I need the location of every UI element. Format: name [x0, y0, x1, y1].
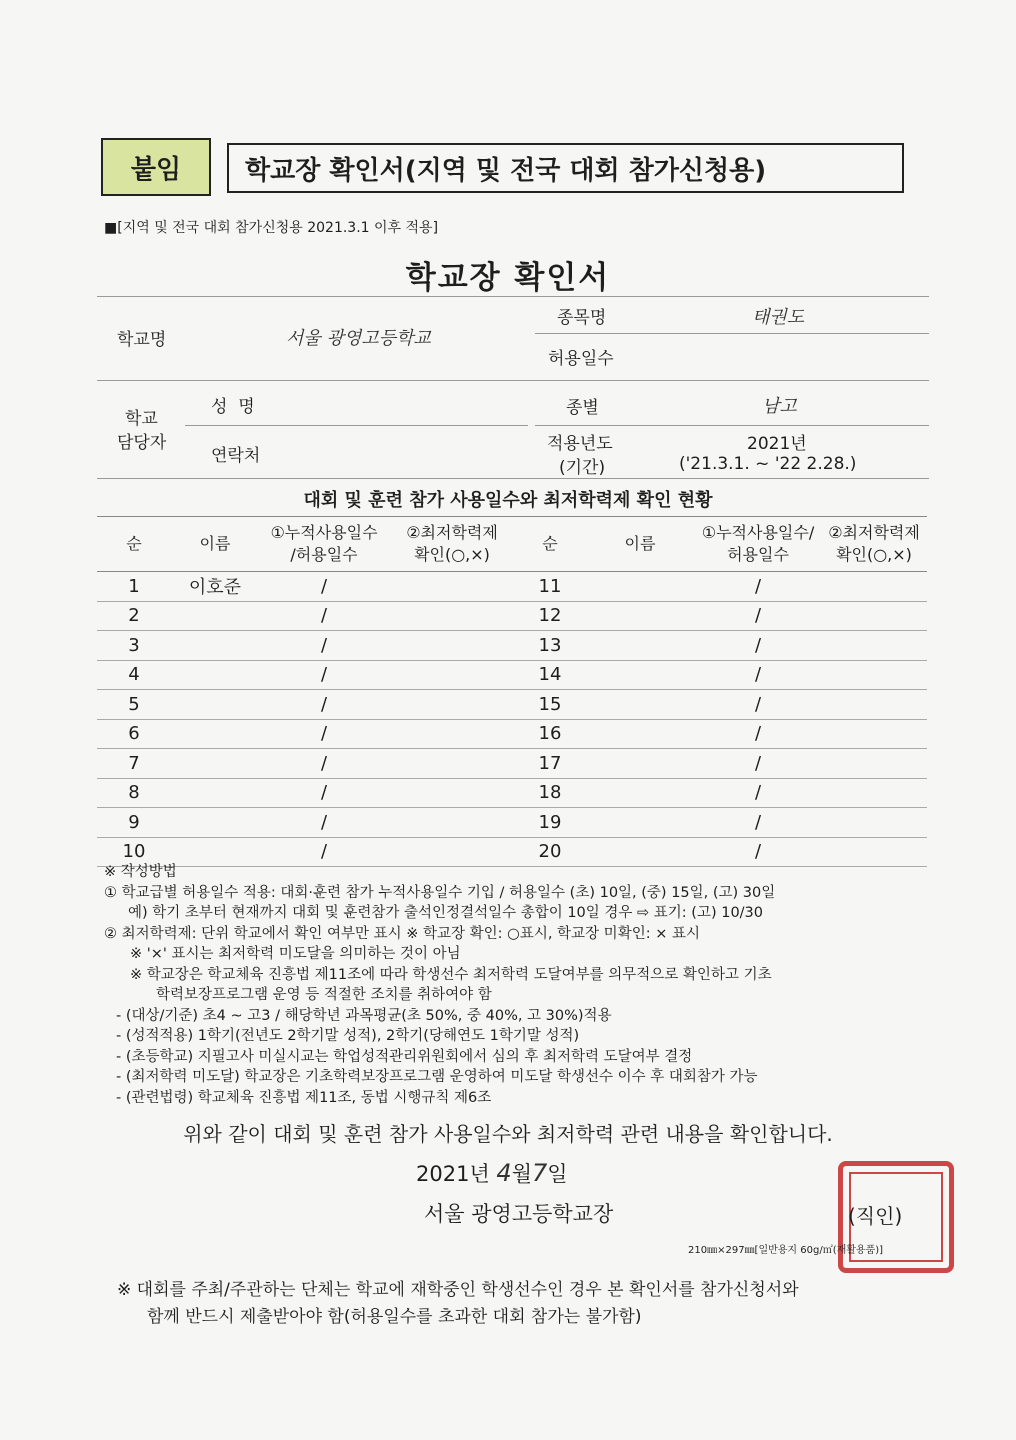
row-number-cell: 8 [97, 778, 171, 808]
athlete-name-cell [171, 778, 259, 808]
submission-footnote [117, 1277, 799, 1331]
athlete-name-cell [585, 719, 695, 749]
academic-check-cell [821, 690, 927, 720]
academic-check-cell [821, 808, 927, 838]
divider [535, 333, 929, 334]
days-used-cell: / [695, 778, 821, 808]
instruction-line: ② 최저학력제: 단위 학교에서 확인 여부만 표시 ※ 학교장 확인: ○표시, 학교장 미확인: × 표시 [104, 925, 700, 942]
academic-check-cell [389, 778, 515, 808]
days-used-cell: / [259, 808, 389, 838]
row-number-cell: 3 [97, 631, 171, 661]
athlete-name-cell [585, 808, 695, 838]
days-used-cell: / [259, 778, 389, 808]
days-used-cell: / [259, 660, 389, 690]
year-label: 적용년도 [547, 434, 613, 454]
instructions [104, 862, 934, 1108]
days-used-cell: / [695, 631, 821, 661]
instruction-line: ※ '×' 표시는 최저학력 미도달을 의미하는 것이 아님 [130, 946, 461, 962]
instruction-line: ※ 작성방법 [104, 864, 177, 880]
school-name-value: 서울 광영고등학교 [286, 328, 431, 349]
instruction-line: - (대상/기준) 초4 ~ 고3 / 해당학년 과목평균(초 50%, 중 40%, 고 30%)적용 [116, 1007, 612, 1024]
athlete-name-cell [585, 778, 695, 808]
athlete-name-cell [171, 631, 259, 661]
athlete-name-cell [585, 660, 695, 690]
row-number-cell: 9 [97, 808, 171, 838]
academic-check-cell [821, 719, 927, 749]
page-title: 학교장 확인서 [405, 260, 611, 296]
table-row [97, 749, 927, 779]
principal-signature-line: 서울 광영고등학교장 [424, 1202, 614, 1226]
period-label: (기간) [559, 458, 606, 478]
academic-check-cell [389, 631, 515, 661]
athlete-name-cell [585, 690, 695, 720]
athlete-name-cell [171, 660, 259, 690]
row-number-cell: 14 [515, 660, 585, 690]
athlete-name-cell [171, 719, 259, 749]
days-used-cell: / [695, 601, 821, 631]
days-used-cell: / [259, 572, 389, 602]
academic-check-cell [821, 601, 927, 631]
document-header-title: 학교장 확인서(지역 및 전국 대회 참가신청용) [227, 143, 904, 193]
days-used-cell: / [259, 719, 389, 749]
row-number-cell: 6 [97, 719, 171, 749]
divider [185, 425, 528, 426]
table-row [97, 690, 927, 720]
row-number-cell: 1 [97, 572, 171, 602]
row-number-cell: 16 [515, 719, 585, 749]
col-header-no: 순 [97, 517, 171, 572]
academic-check-cell [821, 778, 927, 808]
table-header-row [97, 517, 927, 572]
handwritten-month: 4 [496, 1159, 512, 1187]
category-label: 종별 [566, 398, 599, 418]
instruction-line: - (관련법령) 학교체육 진흥법 제11조, 동법 시행규칙 제6조 [116, 1089, 492, 1106]
athlete-name-cell [171, 749, 259, 779]
academic-check-cell [389, 660, 515, 690]
athlete-name-cell [585, 631, 695, 661]
row-number-cell: 17 [515, 749, 585, 779]
col-header-days-right: ①누적사용일수/ 허용일수 [695, 517, 821, 572]
academic-check-cell [821, 572, 927, 602]
academic-check-cell [821, 660, 927, 690]
row-number-cell: 12 [515, 601, 585, 631]
category-value: 남고 [762, 396, 797, 417]
days-used-cell: / [695, 660, 821, 690]
divider [535, 425, 929, 426]
athlete-name-cell [171, 690, 259, 720]
event-label: 종목명 [557, 308, 607, 328]
col-header-academic-check: ②최저학력제 확인(○,×) [389, 517, 515, 572]
row-number-cell: 5 [97, 690, 171, 720]
table-row [97, 778, 927, 808]
days-used-cell: / [695, 719, 821, 749]
row-number-cell: 4 [97, 660, 171, 690]
row-number-cell: 10 [97, 837, 171, 867]
row-number-cell: 11 [515, 572, 585, 602]
row-number-cell: 19 [515, 808, 585, 838]
days-used-cell: / [259, 601, 389, 631]
academic-check-cell [389, 749, 515, 779]
handwritten-day: 7 [532, 1159, 548, 1187]
days-used-cell: / [259, 837, 389, 867]
footnote-line: 함께 반드시 제출받아야 함(허용일수를 초과한 대회 참가는 불가함) [147, 1307, 642, 1327]
instruction-line: 학력보장프로그램 운영 등 적절한 조치를 취하여야 함 [156, 987, 492, 1003]
athlete-name-cell [171, 808, 259, 838]
year-value: 2021년 [747, 434, 807, 454]
col-header-academic-check-right: ②최저학력제 확인(○,×) [821, 517, 927, 572]
allowed-days-label: 허용일수 [548, 349, 614, 369]
col-header-name: 이름 [171, 517, 259, 572]
confirmation-statement: 위와 같이 대회 및 훈련 참가 사용일수와 최저학력 관련 내용을 확인합니다. [183, 1122, 833, 1146]
days-used-cell: / [695, 837, 821, 867]
paper-spec: 210㎜×297㎜[일반용지 60g/㎡(재활용품)] [688, 1245, 884, 1256]
row-number-cell: 20 [515, 837, 585, 867]
academic-check-cell [389, 572, 515, 602]
row-number-cell: 15 [515, 690, 585, 720]
col-header-no-right: 순 [515, 517, 585, 572]
days-used-cell: / [695, 749, 821, 779]
row-number-cell: 7 [97, 749, 171, 779]
table-row [97, 719, 927, 749]
staff-label-line1: 학교 [125, 409, 158, 429]
seal-label: (직인) [848, 1204, 903, 1228]
athlete-name-cell [585, 601, 695, 631]
days-used-cell: / [259, 690, 389, 720]
academic-check-cell [821, 631, 927, 661]
table-row [97, 601, 927, 631]
instruction-line: - (최저학력 미도달) 학교장은 기초학력보장프로그램 운영하여 미도달 학생선수 이수 후 대회참가 가능 [116, 1069, 758, 1085]
academic-check-cell [821, 749, 927, 779]
event-value: 태권도 [752, 307, 805, 328]
table-row [97, 808, 927, 838]
academic-check-cell [389, 808, 515, 838]
staff-label-line2: 담당자 [117, 433, 167, 453]
school-name-label: 학교명 [117, 330, 167, 350]
applicability-note: ■[지역 및 전국 대회 참가신청용 2021.3.1 이후 적용] [104, 220, 439, 236]
period-value: ('21.3.1. ~ '22 2.28.) [679, 454, 857, 474]
instruction-line: ① 학교급별 허용일수 적용: 대회·훈련 참가 누적사용일수 기입 / 허용일수 (초) 10일, (중) 15일, (고) 30일 [104, 884, 776, 901]
col-header-name-right: 이름 [585, 517, 695, 572]
days-used-cell: / [259, 749, 389, 779]
signing-date: 2021년 4월7일 [416, 1159, 568, 1187]
academic-check-cell [389, 690, 515, 720]
athlete-name-cell [585, 749, 695, 779]
contact-label: 연락처 [211, 446, 261, 466]
academic-check-cell [389, 719, 515, 749]
row-number-cell: 18 [515, 778, 585, 808]
academic-check-cell [389, 601, 515, 631]
instruction-line: ※ 학교장은 학교체육 진흥법 제11조에 따라 학생선수 최저학력 도달여부를 의무적으로 확인하고 기초 [130, 966, 772, 983]
name-label: 성 명 [211, 397, 255, 417]
athlete-roster-table [97, 516, 927, 867]
days-used-cell: / [695, 808, 821, 838]
divider [97, 296, 929, 297]
days-used-cell: / [695, 690, 821, 720]
days-used-cell: / [259, 631, 389, 661]
days-used-cell: / [695, 572, 821, 602]
table-row [97, 631, 927, 661]
table-row [97, 660, 927, 690]
footnote-line: ※ 대회를 주최/주관하는 단체는 학교에 재학중인 학생선수인 경우 본 확인서를 참가신청서와 [117, 1280, 799, 1300]
table-row [97, 572, 927, 602]
divider [97, 380, 929, 381]
athlete-name-cell [171, 601, 259, 631]
attachment-label: 붙임 [101, 138, 211, 196]
athlete-name-cell: 이호준 [171, 572, 259, 602]
instruction-line: 예) 학기 초부터 현재까지 대회 및 훈련참가 출석인정결석일수 총합이 10일 경우 ⇨ 표기: (고) 10/30 [128, 905, 764, 921]
athlete-name-cell [585, 572, 695, 602]
col-header-days: ①누적사용일수 /허용일수 [259, 517, 389, 572]
instruction-line: - (초등학교) 지필고사 미실시교는 학업성적관리위원회에서 심의 후 최저학력 도달여부 결정 [116, 1048, 693, 1065]
instruction-line: - (성적적용) 1학기(전년도 2학기말 성적), 2학기(당해연도 1학기말 성적) [116, 1028, 580, 1044]
divider [97, 478, 929, 479]
row-number-cell: 2 [97, 601, 171, 631]
roster-section-title: 대회 및 훈련 참가 사용일수와 최저학력제 확인 현황 [303, 490, 713, 511]
row-number-cell: 13 [515, 631, 585, 661]
